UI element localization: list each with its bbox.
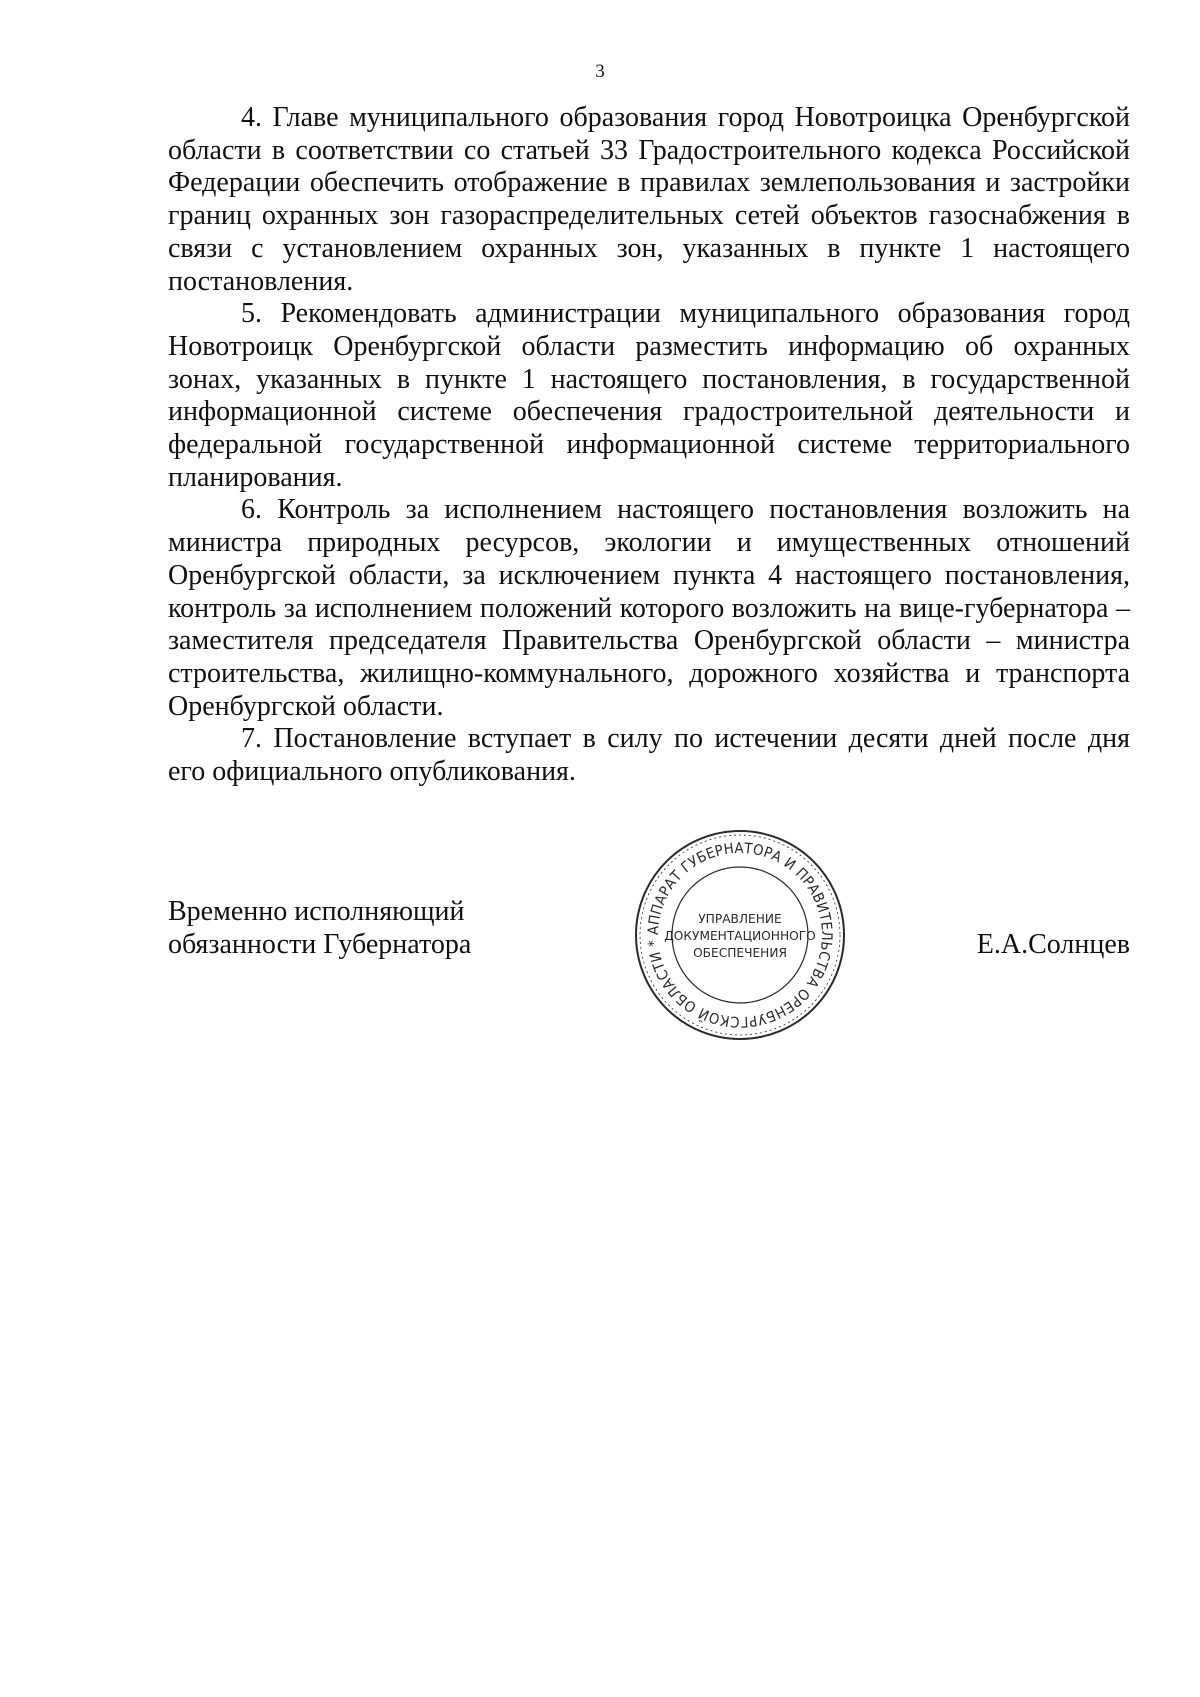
signatory-position-line-1: Временно исполняющий [168,896,465,927]
paragraph-6: 6. Контроль за исполнением настоящего постановления возложить на министра природных ресурсов, экологии и имущественных отношений Оренбургской области, за исключением пункта 4 настоящего постановления, контроль за исполнением положений которого возложить на вице-губернатора – заместителя председателя Правительства Оренбургской области – министра строительства, жилищно-коммунального, дорожного хозяйства и транспорта Оренбургской области. [168,494,1130,722]
page-number: 3 [595,61,605,82]
seal-icon [628,823,852,1047]
signatory-position-line-2: обязанности Губернатора [168,929,472,960]
paragraph-5: 5. Рекомендовать администрации муниципального образования город Новотроицк Оренбургской области разместить информацию об охранных зонах, указанных в пункте 1 настоящего постановления, в государственной информационной системе обеспечения градостроительной деятельности и федеральной государственной информационной системе территориального планирования. [168,298,1130,493]
seal-ring-text-path: АППАРАТ ГУБЕРНАТОРА И ПРАВИТЕЛЬСТВА ОРЕНБУРГСКОЙ ОБЛАСТИ * [644,839,836,1031]
paragraph-7: 7. Постановление вступает в силу по истечении десяти дней после дня его официального опубликования. [168,723,1130,788]
seal-center-line-1: УПРАВЛЕНИЕ [698,912,782,926]
seal-center-line-2: ДОКУМЕНТАЦИОННОГО [664,929,816,943]
signatory-position [168,895,508,961]
official-seal-stamp [628,823,852,1047]
signatory-name: Е.А.Солнцев [976,929,1130,960]
paragraph-4: 4. Главе муниципального образования город Новотроицка Оренбургской области в соответствии со статьей 33 Градостроительного кодекса Российской Федерации обеспечить отображение в правилах землепользования и застройки границ охранных зон газораспределительных сетей объектов газоснабжения в связи с установлением охранных зон, указанных в пункте 1 настоящего постановления. [168,102,1130,297]
document-body [168,102,1130,789]
seal-center-line-3: ОБЕСПЕЧЕНИЯ [693,946,787,960]
